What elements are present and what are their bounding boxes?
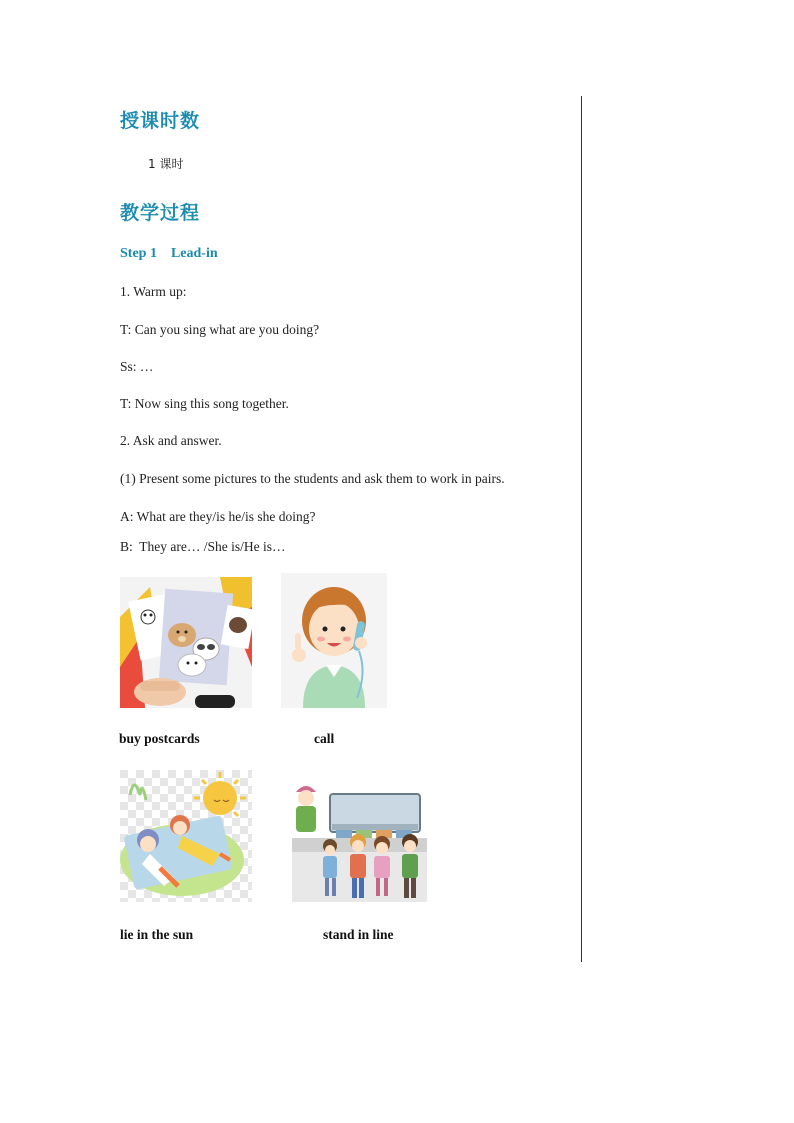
hours-heading: 授课时数 (120, 110, 201, 132)
present-pictures-line: (1) Present some pictures to the students and ask them to work in pairs. (120, 471, 505, 486)
caption-lie-in-the-sun: lie in the sun (120, 927, 194, 942)
caption-stand-in-line: stand in line (323, 927, 394, 942)
process-heading: 教学过程 (120, 202, 201, 224)
teacher-question: T: Can you sing what are you doing? (120, 322, 320, 337)
stand-in-line-picture (292, 774, 427, 902)
dialogue-b: B: They are… /She is/He is… (120, 539, 286, 554)
step1-title: Step 1 Lead-in (120, 246, 218, 261)
students-response: Ss: … (120, 359, 154, 374)
teacher-instruction: T: Now sing this song together. (120, 396, 289, 411)
postcards-picture (120, 577, 252, 708)
warmup-line: 1. Warm up: (120, 284, 187, 299)
page-margin-line (581, 96, 582, 962)
lie-in-sun-picture (120, 770, 252, 902)
caption-call: call (314, 731, 335, 746)
ask-answer-line: 2. Ask and answer. (120, 433, 222, 448)
hours-value: 1 课时 (148, 157, 184, 171)
caption-buy-postcards: buy postcards (119, 731, 200, 746)
phone-call-picture (281, 573, 387, 708)
dialogue-a: A: What are they/is he/is she doing? (120, 509, 316, 524)
